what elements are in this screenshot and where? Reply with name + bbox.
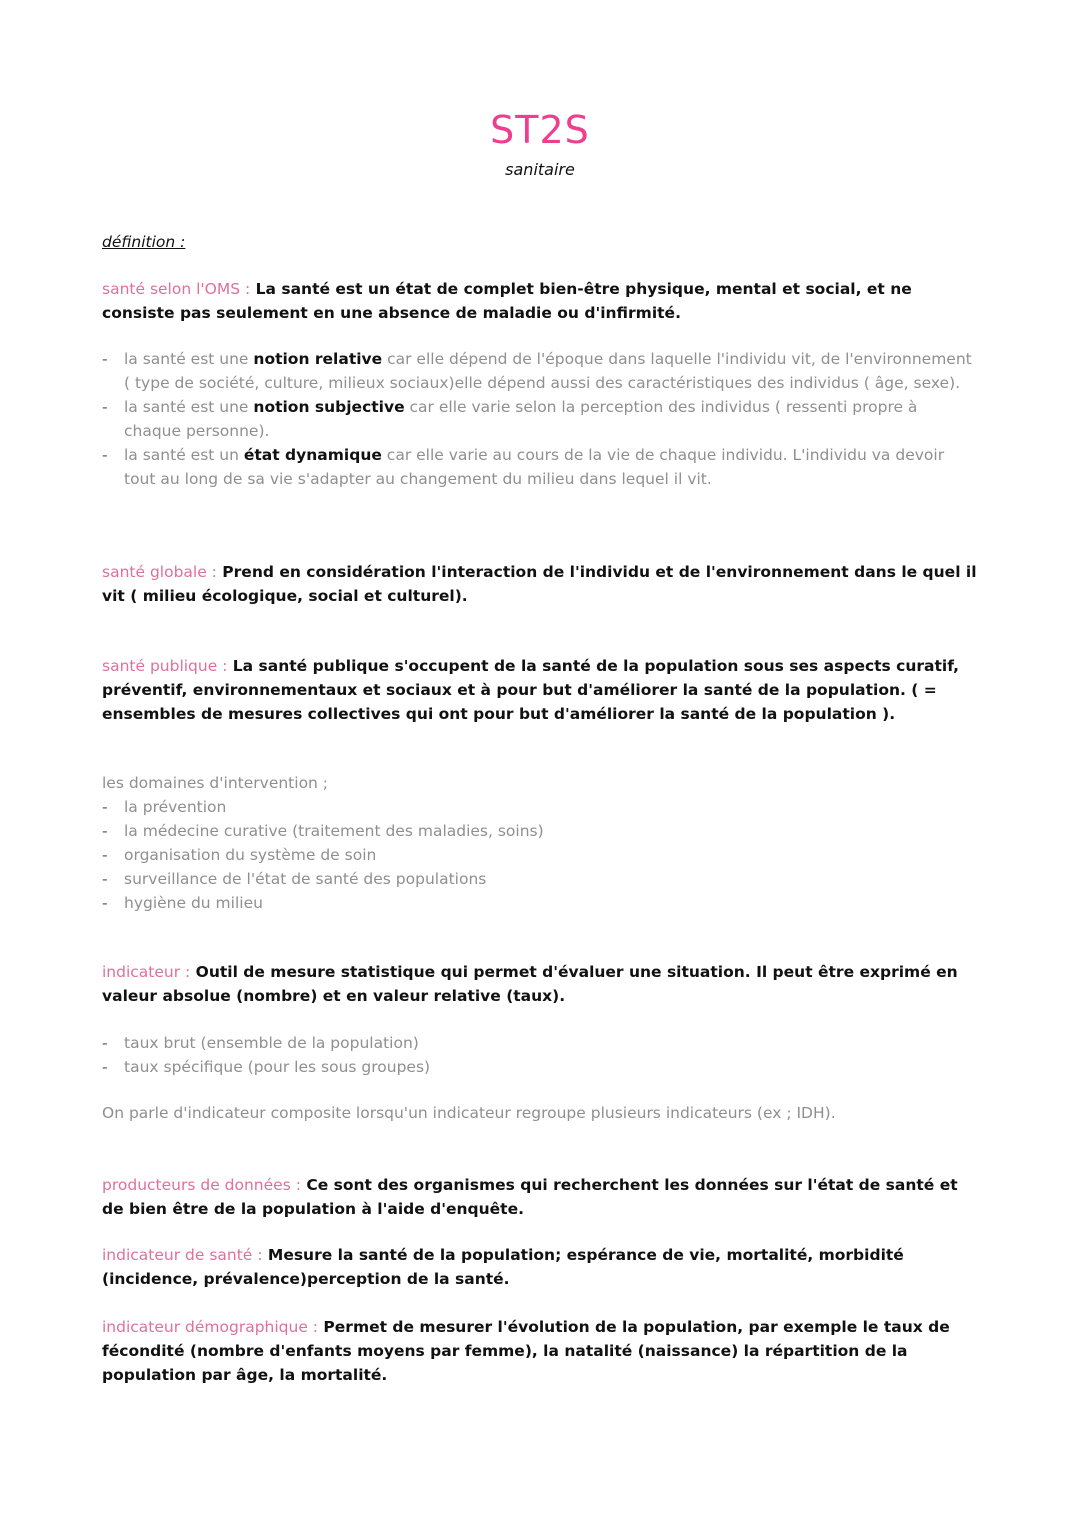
item-text: la santé est une: [124, 398, 254, 416]
definition-sante-globale: [102, 560, 977, 608]
bullet-dash: -: [102, 1058, 108, 1076]
domaines-list: [102, 795, 977, 915]
list-item: [102, 347, 977, 395]
definition-text: La santé publique s'occupent de la santé de la population sous ses aspects curatif, préventif, environnementaux et sociaux et à pour but d'améliorer la santé de la population. ( = ensembles de mesures collectives qui ont pour but d'améliorer la santé de la population ).: [102, 657, 960, 723]
definition-text: Permet de mesurer l'évolution de la population, par exemple le taux de fécondité (nombre d'enfants moyens par femme), la natalité (naissance) la répartition de la population par âge, la mortalité.: [102, 1318, 950, 1384]
definition-producteurs: [102, 1173, 977, 1221]
item-keyword: notion relative: [253, 350, 383, 368]
term-label: producteurs de données :: [102, 1176, 301, 1194]
term-label: santé publique :: [102, 657, 228, 675]
list-item: [102, 1031, 977, 1055]
bullet-dash: -: [102, 846, 108, 864]
term-label: santé globale :: [102, 563, 217, 581]
list-item: [102, 795, 977, 819]
bullet-dash: -: [102, 446, 108, 464]
bullet-dash: -: [102, 350, 108, 368]
bullet-dash: -: [102, 894, 108, 912]
item-text: surveillance de l'état de santé des populations: [124, 870, 487, 888]
term-label: santé selon l'OMS :: [102, 280, 251, 298]
item-text: la prévention: [124, 798, 227, 816]
list-item: [102, 443, 977, 491]
list-item: [102, 867, 977, 891]
item-text: car elle dépend de l'époque dans laquelle l'individu vit, de l'environnement ( type de société, culture, milieux sociaux)elle dépend aussi des caractéristiques des individus ( âge, sexe).: [124, 350, 972, 392]
list-item: [102, 395, 977, 443]
item-text: car elle varie selon la perception des individus ( ressenti propre à chaque personne).: [124, 398, 918, 440]
definition-indicateur: [102, 960, 977, 1008]
taux-list: [102, 1031, 977, 1079]
page-title: ST2S: [490, 108, 590, 152]
composite-note: On parle d'indicateur composite lorsqu'un indicateur regroupe plusieurs indicateurs (ex ; IDH).: [102, 1104, 836, 1122]
definition-text: Prend en considération l'interaction de l'individu et de l'environnement dans le quel il vit ( milieu écologique, social et culturel).: [102, 563, 977, 605]
list-item: [102, 843, 977, 867]
definition-indicateur-sante: [102, 1243, 977, 1291]
bullet-dash: -: [102, 798, 108, 816]
list-item: [102, 1055, 977, 1079]
section-heading: définition :: [102, 233, 186, 251]
item-text: la santé est un: [124, 446, 244, 464]
list-item: [102, 891, 977, 915]
bullet-dash: -: [102, 1034, 108, 1052]
term-label: indicateur de santé :: [102, 1246, 263, 1264]
bullet-dash: -: [102, 822, 108, 840]
item-text: taux spécifique (pour les sous groupes): [124, 1058, 431, 1076]
page-subtitle: sanitaire: [505, 160, 575, 179]
item-text: taux brut (ensemble de la population): [124, 1034, 419, 1052]
definition-indicateur-demographique: [102, 1315, 977, 1387]
definition-text: Mesure la santé de la population; espérance de vie, mortalité, morbidité (incidence, prévalence)perception de la santé.: [102, 1246, 904, 1288]
item-text: la santé est une: [124, 350, 254, 368]
item-keyword: notion subjective: [253, 398, 405, 416]
definition-sante-publique: [102, 654, 977, 726]
definition-oms: [102, 277, 977, 325]
list-item: [102, 819, 977, 843]
term-label: indicateur démographique :: [102, 1318, 319, 1336]
item-text: hygiène du milieu: [124, 894, 263, 912]
item-text: car elle varie au cours de la vie de chaque individu. L'individu va devoir tout au long de sa vie s'adapter au changement du milieu dans lequel il vit.: [124, 446, 945, 488]
definition-text: La santé est un état de complet bien-être physique, mental et social, et ne consiste pas seulement en une absence de maladie ou d'infirmité.: [102, 280, 912, 322]
oms-bullet-list: [102, 347, 977, 491]
definition-text: Ce sont des organismes qui recherchent les données sur l'état de santé et de bien être de la population à l'aide d'enquête.: [102, 1176, 958, 1218]
term-label: indicateur :: [102, 963, 191, 981]
domaines-title: les domaines d'intervention ;: [102, 774, 329, 792]
item-keyword: état dynamique: [243, 446, 382, 464]
definition-text: Outil de mesure statistique qui permet d'évaluer une situation. Il peut être exprimé en valeur absolue (nombre) et en valeur relative (taux).: [102, 963, 958, 1005]
item-text: la médecine curative (traitement des maladies, soins): [124, 822, 544, 840]
bullet-dash: -: [102, 870, 108, 888]
item-text: organisation du système de soin: [124, 846, 377, 864]
bullet-dash: -: [102, 398, 108, 416]
